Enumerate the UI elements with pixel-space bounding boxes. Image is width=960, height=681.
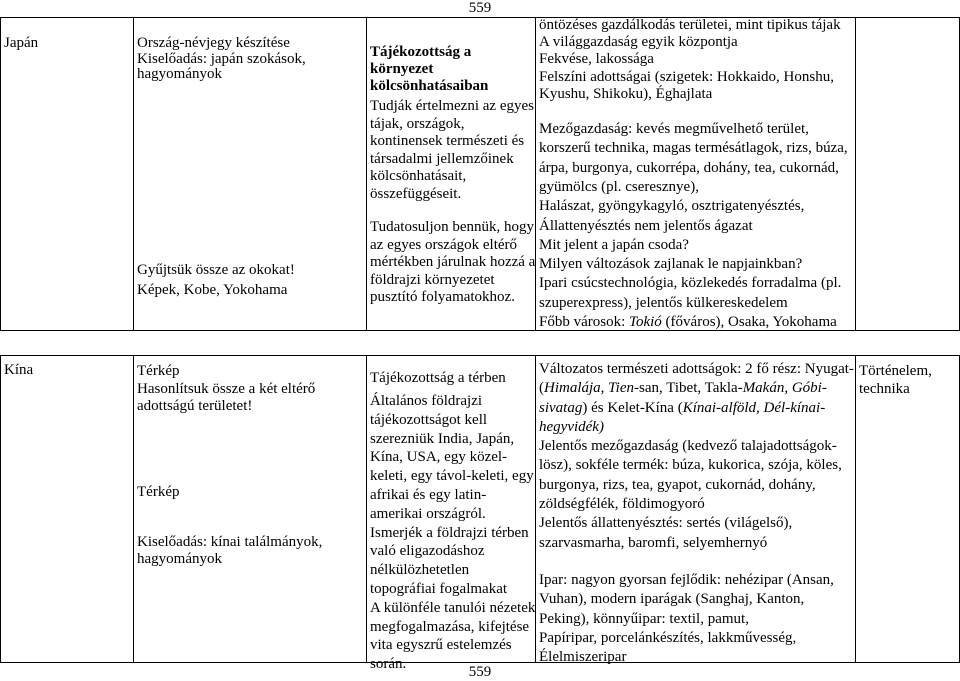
content-line: lösz), sokféle termék: búza, kukorica, szója, köles, xyxy=(539,457,842,474)
activities-cell xyxy=(137,363,322,569)
goal-text: pusztító folyamatokhoz. xyxy=(370,289,515,306)
col-border xyxy=(855,355,856,662)
page-number-top: 559 xyxy=(468,0,492,16)
activity-line: Hasonlítsuk össze a két eltérő xyxy=(137,380,316,397)
col-border xyxy=(535,17,536,330)
goal-text: keleti, egy távol-keleti, egy xyxy=(370,468,534,485)
content-line: burgonya, rizs, tea, gyapot, cukornád, dohány, xyxy=(539,476,816,493)
goal-text: topográfiai fogalmakat xyxy=(370,580,508,597)
goal-text: A különféle tanulói nézetek xyxy=(370,599,536,616)
col-border xyxy=(366,355,367,662)
content-line: Mit jelent a japán csoda? xyxy=(539,236,689,253)
content-cell xyxy=(539,360,853,667)
content-line: öntözéses gazdálkodás területei, mint tipikus tájak xyxy=(539,17,841,33)
content-line: (Himalája, Tien-san, Tibet, Takla-Makán, Góbi- xyxy=(539,380,827,397)
goal-text: tájékozottságot kell xyxy=(370,411,488,428)
activity-line: adottságú területet! xyxy=(137,398,253,414)
goal-text: kölcsönhatásait, xyxy=(370,168,467,184)
content-line: Állattenyésztés nem jelentős ágazat xyxy=(539,217,753,234)
goal-text: Kína, USA, egy közel- xyxy=(370,449,508,466)
goal-text: amerikai országról. xyxy=(370,505,486,522)
content-line: Milyen változások zajlanak le napjainkban? xyxy=(539,256,803,273)
col-border xyxy=(855,17,856,330)
col-border xyxy=(0,17,1,330)
goal-heading: környezet xyxy=(370,61,434,77)
goal-text: során. xyxy=(370,656,407,673)
activity-line: Térkép xyxy=(137,483,180,500)
content-line: Peking), könnyűipar: textil, pamut, xyxy=(539,610,749,627)
content-line: Ipar: nagyon gyorsan fejlődik: nehézipar (Ansan, xyxy=(539,571,834,588)
goal-text: az egyes országok eltérő xyxy=(370,236,518,253)
country-cell xyxy=(4,363,33,379)
col-border xyxy=(0,355,1,662)
content-line: zöldségfélék, földimogyoró xyxy=(539,496,705,513)
country-cell xyxy=(4,36,38,52)
goal-text: szerezniük India, Japán, xyxy=(370,430,515,447)
content-line-cities: Főbb városok: Tokió (főváros), Osaka, Yokohama xyxy=(539,313,837,330)
goal-text: Tudják értelmezni az egyes xyxy=(370,98,534,114)
activity-line: hagyományok xyxy=(137,66,222,83)
goal-text: megfogalmazása, kifejtése xyxy=(370,618,530,635)
content-line: Papíripar, porcelánkészítés, lakkművesség, xyxy=(539,629,797,646)
col-border xyxy=(366,17,367,330)
content-line: hegyvidék) xyxy=(539,418,604,435)
content-line: szuperexpress), jelentős külkereskedelem xyxy=(539,294,788,311)
goal-text: tájak, országok, xyxy=(370,115,465,132)
activity-line: Képek, Kobe, Yokohama xyxy=(137,282,288,298)
goal-text: összefüggéseit. xyxy=(370,185,462,202)
content-line: sivatag) és Kelet-Kína (Kínai-alföld, Dél-kínai- xyxy=(539,399,826,416)
country-name: Japán xyxy=(4,35,39,51)
goal-text: nélkülözhetetlen xyxy=(370,562,470,579)
link-topic: Történelem, xyxy=(859,363,932,379)
goal-text: Tudatosuljon bennük, hogy xyxy=(370,219,535,235)
activities-cell xyxy=(137,36,306,83)
content-line: Élelmiszeripar xyxy=(539,649,627,666)
goal-text: kontinensek természeti és xyxy=(370,133,525,149)
content-line: A világgazdaság egyik központja xyxy=(539,34,738,51)
content-line: Jelentős állattenyésztés: sertés (világelső), xyxy=(539,515,793,532)
content-line: szarvasmarha, baromfi, selyemhernyó xyxy=(539,534,768,551)
goal-text: Általános földrajzi xyxy=(370,393,483,409)
activity-line: Ország-névjegy készítése xyxy=(137,35,290,51)
content-cell xyxy=(539,17,853,332)
content-line: Felszíni adottságai (szigetek: Hokkaido, Honshu, xyxy=(539,68,834,85)
goal-text: afrikai és egy latin- xyxy=(370,486,487,503)
content-line: árpa, burgonya, cukorrépa, dohány, tea, cukornád, xyxy=(539,159,839,176)
page-number-bottom: 559 xyxy=(468,664,492,680)
goals-cell xyxy=(370,44,536,307)
col-border xyxy=(133,355,134,662)
content-line: Vuhan), modern iparágak (Sanghaj, Kanton, xyxy=(539,591,805,608)
content-line: Mezőgazdaság: kevés megművelhető terület, xyxy=(539,121,809,138)
content-line: Változatos természeti adottságok: 2 fő rész: Nyugat- xyxy=(539,361,854,377)
content-line: Fekvése, lakossága xyxy=(539,51,654,68)
goal-text: vita egyszrű estelemzés xyxy=(370,637,512,654)
goal-text: való eligazodáshoz xyxy=(370,543,485,560)
goal-text: Ismerjék a földrajzi térben xyxy=(370,524,529,541)
goal-text: társadalmi jellemzőinek xyxy=(370,150,514,167)
goals-cell xyxy=(370,370,536,674)
link-topic: technika xyxy=(859,380,910,397)
goal-heading: Tájékozottság a xyxy=(370,44,472,60)
activity-line: Kiselőadás: kínai találmányok, xyxy=(137,533,323,550)
content-line: Kyushu, Shikoku), Éghajlata xyxy=(539,85,713,102)
goal-text: földrajzi környezetet xyxy=(370,271,495,288)
activity-line: hagyományok xyxy=(137,551,222,567)
content-line: gyümölcs (pl. cseresznye), xyxy=(539,178,699,195)
col-border xyxy=(133,17,134,330)
activity-line: Kiselőadás: japán szokások, xyxy=(137,50,306,67)
goal-text: mértékben járulnak hozzá a xyxy=(370,254,536,271)
country-name: Kína xyxy=(4,362,34,378)
content-line: korszerű technika, magas termésátlagok, rizs, búza, xyxy=(539,140,848,157)
activity-line: Térkép xyxy=(137,363,180,379)
content-line: Ipari csúcstechnológia, közlekedés forradalma (pl. xyxy=(539,275,842,292)
activity-line: Gyűjtsük össze az okokat! xyxy=(137,262,295,278)
goal-heading: Tájékozottság a térben xyxy=(370,370,506,386)
content-line: Halászat, gyöngykagyló, osztrigatenyésztés, xyxy=(539,198,805,215)
row-divider xyxy=(0,355,960,356)
goal-heading: kölcsönhatásaiban xyxy=(370,78,489,94)
col-border xyxy=(535,355,536,662)
content-line: Jelentős mezőgazdaság (kedvező talajadottságok- xyxy=(539,438,837,455)
activities-cell-bottom xyxy=(137,260,295,300)
links-cell xyxy=(859,363,932,398)
